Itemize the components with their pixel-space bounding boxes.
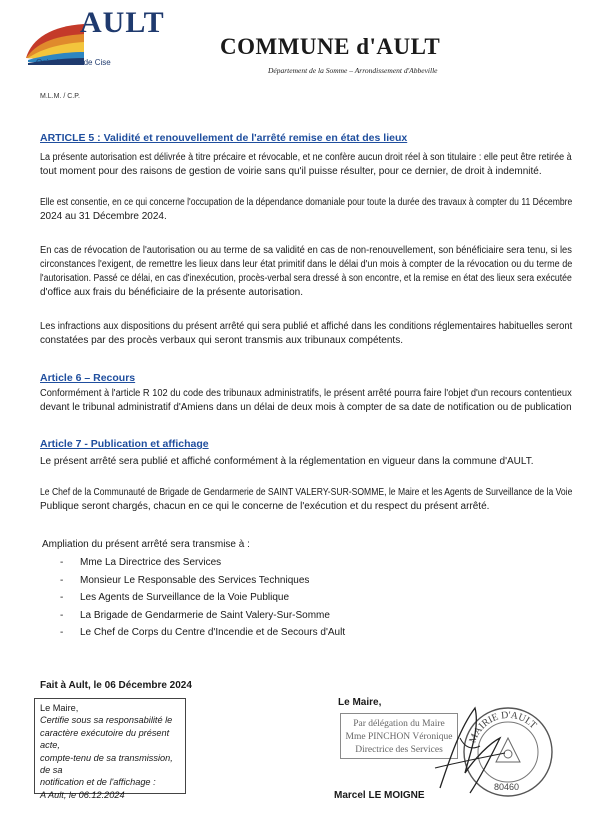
article-5-heading: ARTICLE 5 : Validité et renouvellement de l'arrêté remise en état des lieux xyxy=(40,132,408,144)
ampliation-title: Ampliation du présent arrêté sera transmise à : xyxy=(42,539,250,550)
text-line: Le Chef de la Communauté de Brigade de Gendarmerie de SAINT VALERY-SUR-SOMME, le Maire et les Agents de Surveillance de la Voie xyxy=(40,487,573,498)
list-item: - Les Agents de Surveillance de la Voie Publique xyxy=(60,591,345,609)
text-line: compte-tenu de sa transmission, de sa xyxy=(40,752,173,776)
place-and-date: Fait à Ault, le 06 Décembre 2024 xyxy=(40,680,192,691)
logo-subtitle: Onival - Bois de Cise xyxy=(36,58,111,67)
list-item: - La Brigade de Gendarmerie de Saint Valery-Sur-Somme xyxy=(60,609,345,627)
text-line: notification et de l'affichage : xyxy=(40,777,156,788)
article-5-paragraph-3 xyxy=(40,244,572,300)
mayor-name: Marcel LE MOIGNE xyxy=(334,790,425,801)
list-item: - Monsieur Le Responsable des Services Techniques xyxy=(60,574,345,592)
text-line: Par délégation du Maire xyxy=(353,719,445,729)
recipient-list xyxy=(60,556,345,644)
text-line: circonstances l'exigent, de remettre les lieux dans leur état primitif dans le délai d'un mois à compter de la révocation ou du terme de xyxy=(40,259,573,270)
text-line: Le Maire, xyxy=(40,703,79,713)
list-item: - Mme La Directrice des Services xyxy=(60,556,345,574)
text-line: La présente autorisation est délivrée à titre précaire et révocable, et ne confère aucun droit réel à son titulaire : elle peut être retirée à xyxy=(40,152,572,163)
article-7-paragraph-1 xyxy=(40,455,572,469)
certification-box xyxy=(34,698,186,800)
handwritten-signature xyxy=(420,698,510,798)
document-title: COMMUNE d'AULT xyxy=(220,34,441,59)
seal-code: 80460 xyxy=(494,782,520,792)
text-line: A Ault, le 06.12.2024 xyxy=(40,789,125,800)
seal-text: MAIRIE D'AULT xyxy=(467,709,539,745)
text-line: l'autorisation. Passé ce délai, en cas d'inexécution, procès-verbal sera dressé à son encontre, et la remise en état des lieux sera exécutée xyxy=(40,273,572,284)
document-subtitle: Département de la Somme – Arrondissement d'Abbeville xyxy=(268,66,438,75)
article-5-paragraph-2 xyxy=(40,196,572,224)
text-line: d'office aux frais du bénéficiaire de la présente autorisation. xyxy=(40,287,303,298)
text-line: Conformément à l'article R 102 du code des tribunaux administratifs, le présent arrêté pourra faire l'objet d'un recours contentieux xyxy=(40,388,572,399)
text-line: Certifie sous sa responsabilité le xyxy=(40,715,173,726)
reference: M.L.M. / C.P. xyxy=(40,93,80,100)
list-item: - Le Chef de Corps du Centre d'Incendie et de Secours d'Ault xyxy=(60,626,345,644)
text-line: En cas de révocation de l'autorisation ou au terme de sa validité en cas de non-renouvellement, son bénéficiaire sera tenu, si les xyxy=(40,245,572,256)
text-line: constatées par des procès verbaux qui seront transmis aux tribunaux compétents. xyxy=(40,335,403,346)
text-line: Mme PINCHON Véronique xyxy=(345,732,453,742)
text-line: Elle est consentie, en ce qui concerne l'occupation de la dépendance domaniale pour toute la durée des travaux à compter du 11 Décembre xyxy=(40,197,573,208)
text-line: Publique seront chargés, chacun en ce qui le concerne de l'exécution et du respect du présent arrêté. xyxy=(40,501,490,512)
text-line: Directrice des Services xyxy=(355,745,443,755)
mayor-title: Le Maire, xyxy=(338,697,382,708)
article-5-paragraph-4 xyxy=(40,320,572,348)
text-line: Le présent arrêté sera publié et affiché conformément à la réglementation en vigueur dans la commune d'AULT. xyxy=(40,456,534,467)
logo-wordmark: AULT xyxy=(80,6,165,39)
article-5-paragraph-1 xyxy=(40,151,572,179)
text-line: devant le tribunal administratif d'Amiens dans un délai de deux mois à compter de sa date de notification ou de publication xyxy=(40,402,572,413)
text-line: caractère exécutoire du présent acte, xyxy=(40,727,170,751)
article-7-paragraph-2 xyxy=(40,486,572,514)
text-line: tout moment pour des raisons de gestion de voirie sans qu'il puisse résulter, pour ce dernier, de droit à indemnité. xyxy=(40,166,542,177)
article-6-paragraph xyxy=(40,387,572,415)
article-6-heading: Article 6 – Recours xyxy=(40,372,136,384)
text-line: Les infractions aux dispositions du présent arrêté qui sera publié et affiché dans les conditions réglementaires habituelles seront xyxy=(40,321,573,332)
text-line: 2024 au 31 Décembre 2024. xyxy=(40,211,167,222)
article-7-heading: Article 7 - Publication et affichage xyxy=(40,438,209,450)
